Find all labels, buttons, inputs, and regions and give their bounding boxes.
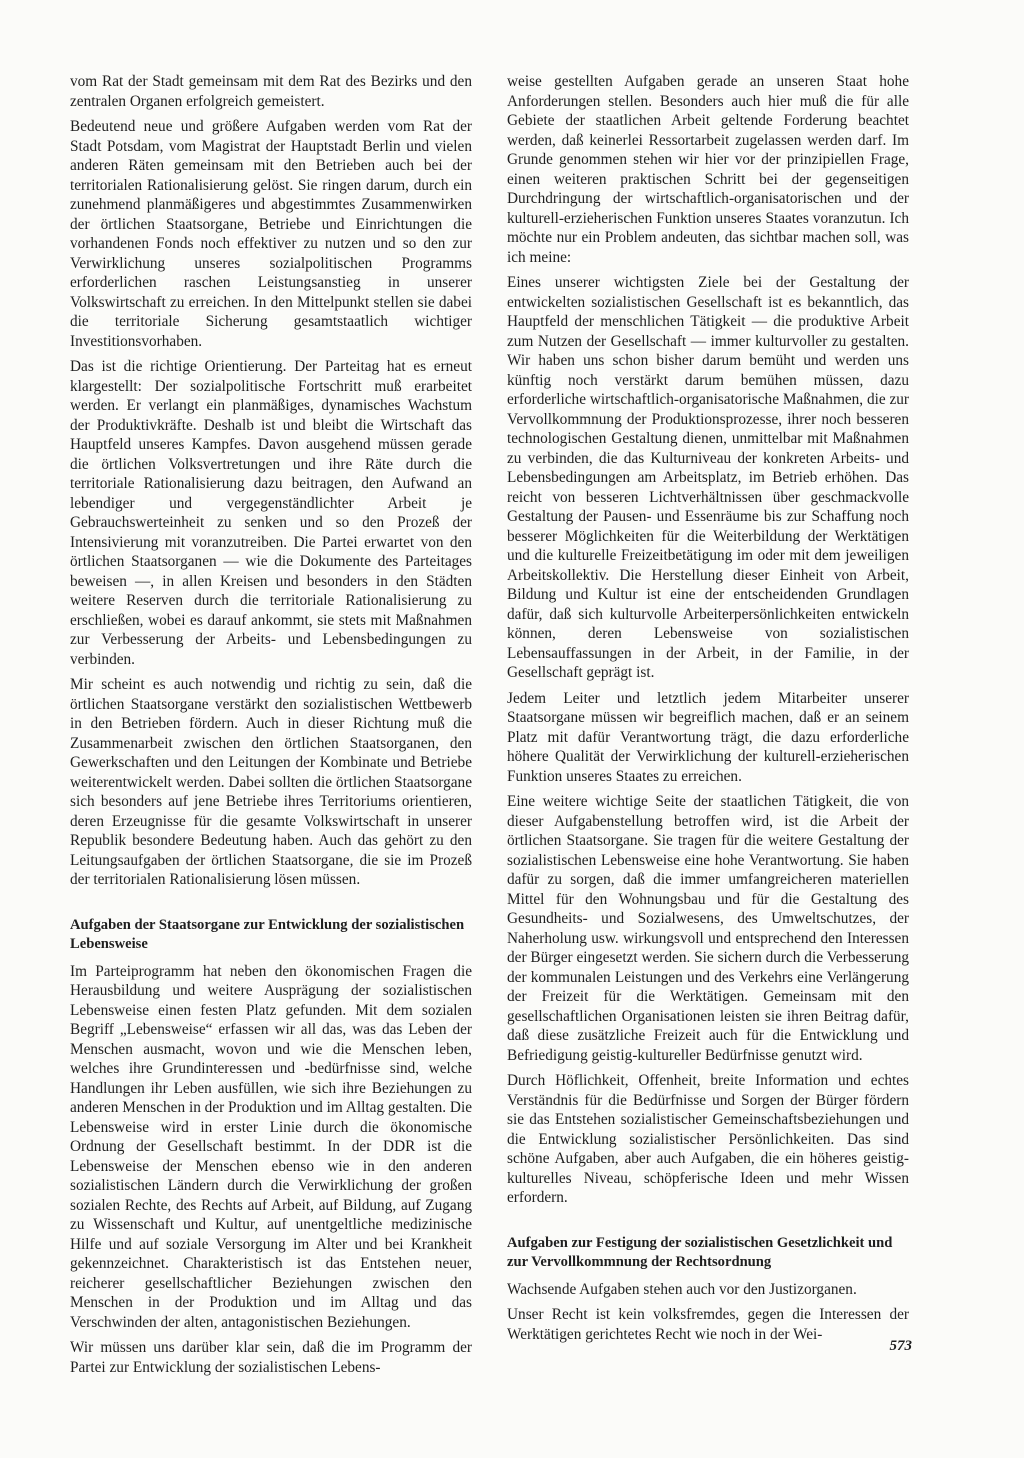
left-column [70, 72, 472, 1383]
section-heading: Aufgaben zur Festigung der sozialistischen Gesetzlichkeit und zur Vervollkommnung der Rechtsordnung [507, 1234, 893, 1270]
paragraph: Das ist die richtige Orientierung. Der Parteitag hat es erneut klargestellt: Der sozialpolitische Fortschritt muß erarbeitet werden. Er verlangt ein planmäßiges, dynamisches Wachstum der Produktivkräfte. Deshalb ist und bleibt die Wirtschaft das Hauptfeld unseres Kampfes. Davon ausgehend müssen gerade die örtlichen Volksvertretungen und ihre Räte durch die territoriale Rationalisierung dazu beitragen, den Aufwand an lebendiger und vergegenständlichter Arbeit je Gebrauchswerteinheit zu senken und so den Prozeß der Intensivierung mit voranzutreiben. Die Partei erwartet von den örtlichen Staatsorganen — wie die Dokumente des Parteitages beweisen —, in allen Kreisen und besonders in den Städten weitere Reserven durch die territoriale Rationalisierung zu erschließen, wobei es darauf ankommt, sie stets mit Maßnahmen zur Verbesserung der Arbeits- und Lebensbedingungen zu verbinden. [70, 358, 472, 668]
page-number: 573 [889, 1338, 912, 1354]
paragraph: Wir müssen uns darüber klar sein, daß die im Programm der Partei zur Entwicklung der sozialistischen Lebens- [70, 1339, 472, 1376]
paragraph: Jedem Leiter und letztlich jedem Mitarbeiter unserer Staatsorgane müssen wir begreiflich machen, daß er an seinem Platz mit dafür Verantwortung trägt, die dazu erforderliche höhere Qualität der Verwirklichung der kulturell-erzieherischen Funktion unseres Staates zu erreichen. [507, 689, 909, 785]
paragraph: Eines unserer wichtigsten Ziele bei der Gestaltung der entwickelten sozialistischen Gesellschaft ist es bekanntlich, das Hauptfeld der menschlichen Tätigkeit — die produktive Arbeit zum Nutzen der Gesellschaft — immer kulturvoller zu gestalten. Wir haben uns schon bisher darum bemüht und werden uns künftig noch verstärkt darum bemühen müssen, dazu erforderliche wirtschaftlich-organisatorische Maßnahmen, die zur Vervollkommnung der Produktionsprozesse, ihrer noch besseren technologischen Gestaltung dienen, unmittelbar mit Maßnahmen zu verbinden, die das Kulturniveau der konkreten Arbeits- und Lebensbedingungen am Arbeitsplatz, im Betrieb erhöhen. Das reicht von besseren Lichtverhältnissen über geschmackvolle Gestaltung der Pausen- und Essenräume bis zur Schaffung noch besserer Möglichkeiten für die Weiterbildung der Werktätigen und die kulturelle Freizeitbetätigung im oder mit dem jeweiligen Arbeitskollektiv. Die Herstellung dieser Einheit von Arbeit, Bildung und Kultur ist eine der entscheidenden Grundlagen dafür, daß sich kulturvolle Arbeiterpersönlichkeiten entwickeln können, deren Lebensweise von sozialistischen Lebensauffassungen in der Arbeit, in der Familie, in der Gesellschaft geprägt ist. [507, 274, 909, 681]
paragraph: Durch Höflichkeit, Offenheit, breite Information und echtes Verständnis für die Bedürfnisse und Sorgen der Bürger fördern sie das Entstehen sozialistischer Gemeinschaftsbeziehungen und die Entwicklung sozialistischer Persönlichkeiten. Das sind schöne Aufgaben, aber auch Aufgaben, die ein höheres geistig-kulturelles Niveau, schöpferische Ideen und mehr Wissen erfordern. [507, 1072, 909, 1206]
right-column [507, 72, 909, 1350]
paragraph: Eine weitere wichtige Seite der staatlichen Tätigkeit, die von dieser Aufgabenstellung betroffen wird, ist die Arbeit der örtlichen Staatsorgane. Sie tragen für die weitere Gestaltung der sozialistischen Lebensweise eine hohe Verantwortung. Sie haben dafür zu sorgen, daß die immer umfangreicheren materiellen Mittel für den Wohnungsbau und für die Gestaltung des Gesundheits- und Sozialwesens, des Umweltschutzes, der Naherholung usw. wirkungsvoll und entsprechend den Interessen der Bürger eingesetzt werden. Sie sichern durch die Verbesserung der kommunalen Leistungen und des Verkehrs eine Verlängerung der Freizeit für die Werktätigen. Gemeinsam mit den gesellschaftlichen Organisationen leisten sie ihren Beitrag dafür, daß diese zusätzliche Freizeit auch für die Entwicklung und Befriedigung geistig-kultureller Bedürfnisse genutzt wird. [507, 793, 909, 1064]
paragraph: vom Rat der Stadt gemeinsam mit dem Rat des Bezirks und den zentralen Organen erfolgreich gemeistert. [70, 73, 472, 110]
document-page [70, 72, 980, 1412]
paragraph: weise gestellten Aufgaben gerade an unseren Staat hohe Anforderungen stellen. Besonders auch hier muß die für alle Gebiete der staatlichen Arbeit geltende Forderung beachtet werden, daß keinerlei Ressortarbeit zugelassen werden darf. Im Grunde genommen stehen wir hier vor der prinzipiellen Frage, einen weiteren praktischen Schritt bei der gegenseitigen Durchdringung der wirtschaftlich-organisatorischen und der kulturell-erzieherischen Funktion unseres Staates voranzutun. Ich möchte nur ein Problem andeuten, das sichtbar machen soll, was ich meine: [507, 73, 909, 266]
paragraph: Mir scheint es auch notwendig und richtig zu sein, daß die örtlichen Staatsorgane verstärkt den sozialistischen Wettbewerb in den Betrieben fördern. Auch in dieser Richtung muß die Zusammenarbeit zwischen den örtlichen Staatsorganen, den Gewerkschaften und den Leitungen der Kombinate und Betriebe weiterentwickelt werden. Dabei sollten die örtlichen Staatsorgane sich besonders auf jene Betriebe ihres Territoriums orientieren, deren Erzeugnisse für die gesamte Volkswirtschaft in unserer Republik besondere Bedeutung haben. Auch das gehört zu den Leitungsaufgaben der örtlichen Staatsorgane, die sie im Prozeß der territorialen Rationalisierung lösen müssen. [70, 676, 472, 888]
paragraph: Unser Recht ist kein volksfremdes, gegen die Interessen der Werktätigen gerichtetes Recht wie noch in der Wei- [507, 1306, 909, 1343]
paragraph: Wachsende Aufgaben stehen auch vor den Justizorganen. [507, 1280, 857, 1298]
paragraph: Im Parteiprogramm hat neben den ökonomischen Fragen die Herausbildung und weitere Ausprägung der sozialistischen Lebensweise einen festen Platz gefunden. Mit dem sozialen Begriff „Lebensweise“ erfassen wir all das, was das Leben der Menschen ausmacht, wovon und wie die Menschen leben, welches ihre Grundinteressen und -bedürfnisse sind, welche Handlungen ihr Leben ausfüllen, wie sich ihre Beziehungen zu anderen Menschen in der Produktion und im Alltag gestalten. Die Lebensweise wird in erster Linie durch die ökonomische Ordnung der Gesellschaft bestimmt. In der DDR ist die Lebensweise der Menschen ebenso wie in den anderen sozialistischen Ländern durch die Verwirklichung der großen sozialen Rechte, des Rechts auf Arbeit, auf Bildung, auf Zugang zu Wissenschaft und Kultur, auf unentgeltliche medizinische Hilfe und auf soziale Versorgung im Alter und bei Krankheit gekennzeichnet. Charakteristisch ist das Entstehen neuer, reicherer gesellschaftlicher Beziehungen zwischen den Menschen in der Produktion und im Alltag und das Verschwinden der alten, antagonistischen Beziehungen. [70, 962, 472, 1331]
paragraph: Bedeutend neue und größere Aufgaben werden vom Rat der Stadt Potsdam, vom Magistrat der Hauptstadt Berlin und vielen anderen Räten gemeinsam mit den Betrieben auch bei der territorialen Rationalisierung gelöst. Sie ringen darum, durch ein zunehmend planmäßigeres und abgestimmtes Zusammenwirken der örtlichen Staatsorgane, Betriebe und Einrichtungen die vorhandenen Fonds noch effektiver zu nutzen und so den zur Verwirklichung unseres sozialpolitischen Programms erforderlichen raschen Leistungsanstieg in unserer Volkswirtschaft zu erreichen. In den Mittelpunkt stellen sie dabei die territoriale Sicherung gesamtstaatlich wichtiger Investitionsvorhaben. [70, 118, 472, 350]
section-heading: Aufgaben der Staatsorgane zur Entwicklung der sozialistischen Lebensweise [70, 916, 465, 952]
